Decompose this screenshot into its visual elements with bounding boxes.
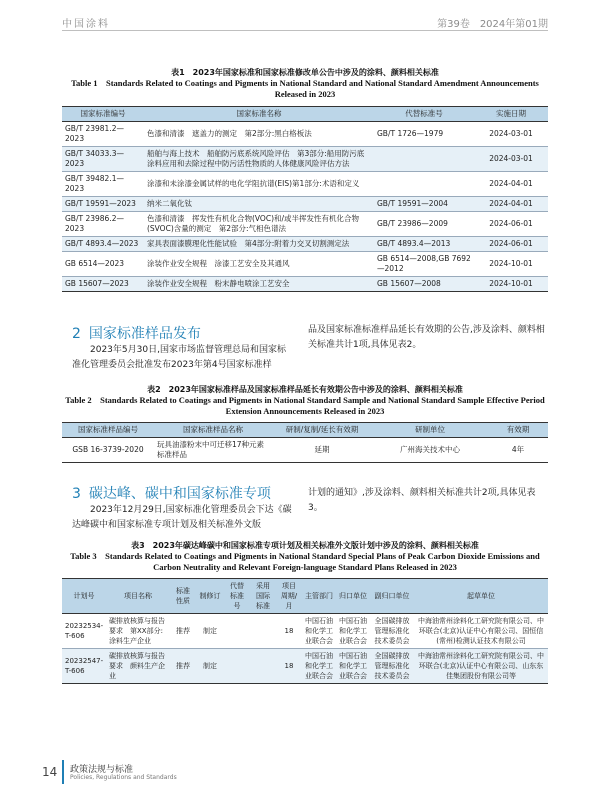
section2-heading — [72, 323, 201, 343]
effective-date: 2024-03-01 — [474, 122, 548, 147]
table2-caption-en: Table 2 Standards Related to Coatings and Pigments in National Standard Sample and National Standard Sample Effective Period Extension Announcements Released in 2023 — [65, 395, 545, 416]
table-row — [62, 614, 548, 649]
section-title: 国家标准样品发布 — [88, 326, 201, 342]
replaced-standard: GB/T 1726—1979 — [374, 122, 474, 147]
sample-name: 玩具油漆粉末中可迁移17种元素标准样品 — [154, 438, 272, 463]
table1 — [62, 106, 548, 292]
table3-col-header: 标准性质 — [170, 579, 196, 614]
table3-col-header: 制修订 — [196, 579, 224, 614]
standard-number: GB/T 19591—2023 — [62, 197, 144, 212]
table-row — [62, 438, 548, 463]
table-row — [62, 212, 548, 237]
standard-nature: 推荐 — [170, 614, 196, 649]
plan-number: 20232534-T-606 — [62, 614, 106, 649]
effective-date: 2024-04-01 — [474, 197, 548, 212]
table1-col-header: 国家标准编号 — [62, 107, 144, 122]
table1-caption-zh: 表1 2023年国家标准和国家标准修改单公告中涉及的涂料、颜料相关标准 — [171, 68, 439, 77]
table3-caption — [62, 540, 548, 573]
table2-col-header: 研制/复制/延长有效期 — [272, 423, 372, 438]
standard-name: 涂装作业安全规程 涂漆工艺安全及其通风 — [144, 252, 374, 277]
responsible-unit: 中国石油和化学工业联合会 — [336, 649, 370, 684]
standard-name: 色漆和清漆 挥发性有机化合物(VOC)和/或半挥发性有机化合物(SVOC)含量的测定 第2部分:气相色谱法 — [144, 212, 374, 237]
standard-name: 涂漆和未涂漆金属试样的电化学阻抗谱(EIS)第1部分:术语和定义 — [144, 172, 374, 197]
table2-caption — [62, 384, 548, 417]
standard-name: 涂装作业安全规程 粉末静电喷涂工艺安全 — [144, 277, 374, 292]
standard-number: GB/T 23986.2—2023 — [62, 212, 144, 237]
competent-department: 中国石油和化学工业联合会 — [302, 649, 336, 684]
table1-col-header: 实施日期 — [474, 107, 548, 122]
standard-nature: 推荐 — [170, 649, 196, 684]
revision-type: 制定 — [196, 614, 224, 649]
effective-date: 2024-04-01 — [474, 172, 548, 197]
standard-name: 色漆和清漆 遮盖力的测定 第2部分:黑白格板法 — [144, 122, 374, 147]
footer-accent-bar — [62, 760, 64, 784]
table-row — [62, 277, 548, 292]
standard-name: 纳米二氧化钛 — [144, 197, 374, 212]
validity: 4年 — [488, 438, 548, 463]
project-name: 碳排放核算与报告要求 颜料生产企业 — [106, 649, 170, 684]
table-row — [62, 197, 548, 212]
table-row — [62, 122, 548, 147]
replaced-standard — [374, 147, 474, 172]
effective-date: 2024-06-01 — [474, 212, 548, 237]
international-standard — [250, 649, 276, 684]
project-cycle: 18 — [276, 614, 302, 649]
replaced-standard: GB/T 23986—2009 — [374, 212, 474, 237]
deputy-unit: 全国碳排放管理标准化技术委员会 — [370, 614, 414, 649]
section-number: 2 — [72, 326, 81, 342]
table1-header-row — [62, 107, 548, 122]
table3-caption-zh: 表3 2023年碳达峰碳中和国家标准专项计划及相关标准外文版计划中涉及的涂料、颜料相关标准 — [131, 541, 479, 550]
table1-col-header: 代替标准号 — [374, 107, 474, 122]
effective-date: 2024-10-01 — [474, 252, 548, 277]
section-number: 3 — [72, 486, 81, 502]
standard-number: GB/T 4893.4—2023 — [62, 237, 144, 252]
standard-number: GB/T 34033.3—2023 — [62, 147, 144, 172]
responsible-unit: 中国石油和化学工业联合会 — [336, 614, 370, 649]
revision-type: 制定 — [196, 649, 224, 684]
plan-number: 20232547-T-606 — [62, 649, 106, 684]
replaced-standard: GB/T 4893.4—2013 — [374, 237, 474, 252]
deputy-unit: 全国碳排放管理标准化技术委员会 — [370, 649, 414, 684]
table3-col-header: 起草单位 — [414, 579, 548, 614]
table1-col-header: 国家标准名称 — [144, 107, 374, 122]
header-divider — [62, 30, 548, 31]
table3-col-header: 归口单位 — [336, 579, 370, 614]
replaced-standard: GB 6514—2008,GB 7692—2012 — [374, 252, 474, 277]
table2-col-header: 国家标准样品编号 — [62, 423, 154, 438]
replaced-standard — [224, 649, 250, 684]
competent-department: 中国石油和化学工业联合会 — [302, 614, 336, 649]
section2-paragraph-right: 品及国家标准标准样品延长有效期的公告,涉及涂料、颜料相关标准共计1项,具体见表2。 — [308, 325, 545, 350]
table2 — [62, 422, 548, 463]
journal-name: 中国涂料 — [62, 19, 110, 30]
extension-type: 延期 — [272, 438, 372, 463]
international-standard — [250, 614, 276, 649]
table3-col-header: 计划号 — [62, 579, 106, 614]
drafting-unit: 中海油常州涂料化工研究院有限公司、中环联合(北京)认证中心有限公司、国恒信(常州)检测认证技术有限公司 — [414, 614, 548, 649]
standard-number: GB/T 23981.2—2023 — [62, 122, 144, 147]
table3-col-header: 副归口单位 — [370, 579, 414, 614]
table3-col-header: 代替标准号 — [224, 579, 250, 614]
replaced-standard — [374, 172, 474, 197]
section3-heading — [72, 483, 271, 503]
table-row — [62, 147, 548, 172]
table2-col-header: 国家标准样品名称 — [154, 423, 272, 438]
standard-number: GB 6514—2023 — [62, 252, 144, 277]
table-row — [62, 172, 548, 197]
developer: 广州海关技术中心 — [372, 438, 488, 463]
table-row — [62, 252, 548, 277]
table2-col-header: 研制单位 — [372, 423, 488, 438]
table3-header-row — [62, 579, 548, 614]
table-row — [62, 237, 548, 252]
section3-paragraph-left: 2023年12月29日,国家标准化管理委员会下达《碳达峰碳中和国家标准专项计划及相关标准外文版 — [72, 505, 292, 530]
standard-name: 家具表面漆膜理化性能试验 第4部分:附着力交叉切割测定法 — [144, 237, 374, 252]
table3 — [62, 578, 548, 684]
standard-name: 船舶与海上技术 船舶防污底系统风险评估 第3部分:船用防污底涂料应用和去除过程中防污活性物质的人体健康风险评估方法 — [144, 147, 374, 172]
footer-column-subtitle: Policies, Regulations and Standards — [70, 774, 177, 781]
footer-column-title: 政策法规与标准 — [70, 765, 134, 775]
section2-paragraph-left: 2023年5月30日,国家市场监督管理总局和国家标准化管理委员会批准发布2023年第4号国家标准样 — [72, 345, 286, 370]
section3-paragraph-right: 计划的通知》,涉及涂料、颜料相关标准共计2项,具体见表3。 — [308, 488, 536, 513]
project-cycle: 18 — [276, 649, 302, 684]
effective-date: 2024-10-01 — [474, 277, 548, 292]
table3-caption-en: Table 3 Standards Related to Coatings and Pigments in National Standard Special Plans of Peak Carbon Dioxide Emissions and Carbon Neutrality and Relevant Foreign-language Standard Plans Released in 2023 — [70, 551, 540, 572]
effective-date: 2024-06-01 — [474, 237, 548, 252]
table3-col-header: 采用国际标准 — [250, 579, 276, 614]
replaced-standard — [224, 614, 250, 649]
issue-label: 第39卷 2024年第01期 — [437, 19, 548, 30]
table3-col-header: 项目周期/月 — [276, 579, 302, 614]
table1-caption-en: Table 1 Standards Related to Coatings and Pigments in National Standard and National Standard Amendment Announcements Released in 2023 — [71, 78, 539, 99]
effective-date: 2024-03-01 — [474, 147, 548, 172]
table3-col-header: 主管部门 — [302, 579, 336, 614]
replaced-standard: GB/T 19591—2004 — [374, 197, 474, 212]
sample-number: GSB 16-3739-2020 — [62, 438, 154, 463]
page-number: 14 — [42, 765, 58, 779]
table2-header-row — [62, 423, 548, 438]
standard-number: GB 15607—2023 — [62, 277, 144, 292]
section-title: 碳达峰、碳中和国家标准专项 — [88, 486, 271, 502]
drafting-unit: 中海油常州涂料化工研究院有限公司、中环联合(北京)认证中心有限公司、山东东佳集团股份有限公司等 — [414, 649, 548, 684]
table1-caption — [62, 67, 548, 100]
standard-number: GB/T 39482.1—2023 — [62, 172, 144, 197]
table-row — [62, 649, 548, 684]
table3-col-header: 项目名称 — [106, 579, 170, 614]
table2-caption-zh: 表2 2023年国家标准样品及国家标准样品延长有效期公告中涉及的涂料、颜料相关标准 — [147, 385, 463, 394]
project-name: 碳排放核算与报告要求 第XX部分:涂料生产企业 — [106, 614, 170, 649]
replaced-standard: GB 15607—2008 — [374, 277, 474, 292]
table2-col-header: 有效期 — [488, 423, 548, 438]
